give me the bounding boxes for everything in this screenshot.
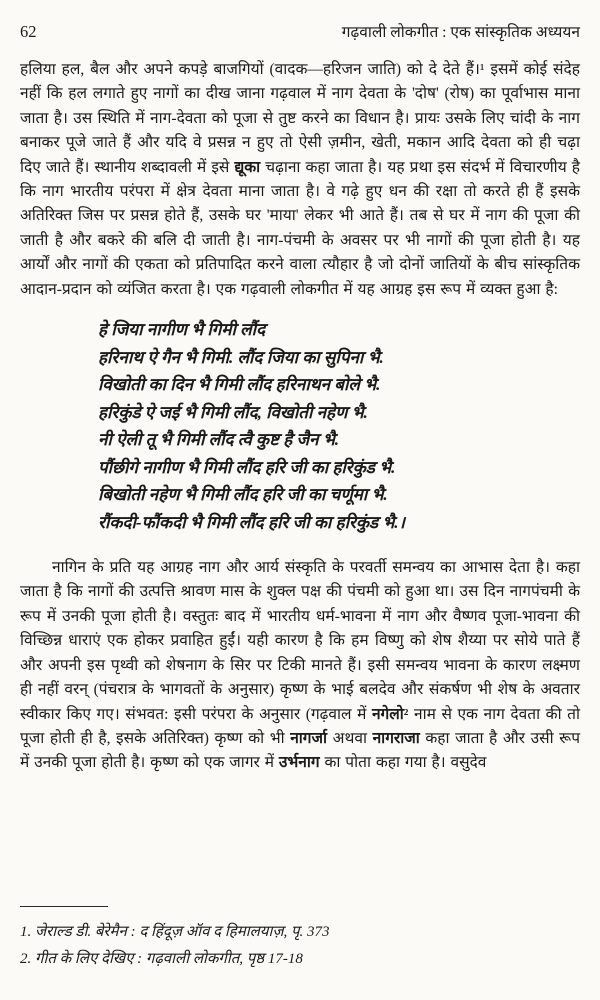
poem-line: पौंछीगे नागीण भै गिमी लौंद हरि जी का हरिकुंड भै. bbox=[98, 457, 396, 477]
text-segment: अथवा bbox=[327, 729, 373, 747]
poem-line: रौंकदी-फौंकदी भै गिमी लौंद हरि जी का हरिकुंड भै.। bbox=[98, 512, 405, 532]
footnote-area bbox=[20, 906, 580, 972]
poem-line: हरिनाथ ऐ गैन भै गिमी. लौंद जिया का सुपिना भै. bbox=[98, 347, 384, 367]
body-paragraph-2 bbox=[20, 556, 580, 776]
poem-line: विखोती का दिन भै गिमी लौंद हरिनाथन बोले भै. bbox=[98, 375, 381, 395]
poem-line: हे जिया नागीण भै गिमी लौंद bbox=[98, 320, 266, 340]
text-segment: नागिन के प्रति यह आग्रह नाग और आर्य संस्कृति के परवर्ती समन्वय का आभास देता है। कहा जाता है कि नागों की उत्पत्ति श्रावण मास के शुक्ल पक्ष की पंचमी को हुआ था। उस दिन नागपंचमी के रूप में उनकी पूजा होती है। वस्तुतः बाद में भारतीय धर्म-भावना में नाग और वैष्णव पूजा-भावना की विच्छिन्न धाराएं एक होकर प्रवाहित हुईं। यही कारण है कि हम विष्णु को शेष शैय्या पर सोये पाते हैं और अपनी इस पृथ्वी को शेषनाग के सिर पर टिकी मानते हैं। इसी समन्वय भावना के कारण लक्ष्मण ही नहीं वरन् (पंचरात्र के भागवतों के अनुसार) कृष्ण के भाई बलदेव और संकर्षण भी शेष के अवतार स्वीकार किए गए। संभवत: इसी परंपरा के अनुसार (गढ़वाल में bbox=[20, 559, 580, 723]
text-segment: नाम से एक नाग देवता की तो पूजा होती ही है, इसके अतिरिक्त) कृष्ण को भी bbox=[20, 705, 581, 747]
text-segment: चढ़ाना कहा जाता है। यह प्रथा इस संदर्भ में विचारणीय है कि नाग भारतीय परंपरा में क्षेत्र देवता माना जाता है। वे गढ़े हुए धन की रक्षा तो करते ही हैं इसके अतिरिक्त जिस पर प्रसन्न होते हैं, उसके घर 'माया' लेकर भी आते हैं। तब से घर में नाग की पूजा की जाती है और बकरे की बलि दी जाती है। नाग-पंचमी के अवसर पर भी नागों की पूजा होती है। यह आर्यों और नागों की एकता को प्रतिपादित करने वाला त्यौहार है जो दोनों जातियों के बीच सांस्कृतिक आदान-प्रदान को व्यंजित करता है। एक गढ़वाली लोकगीत में यह आग्रह इस रूप में व्यक्त हुआ है: bbox=[20, 158, 580, 298]
footnote: 1. जेराल्ड डी. बेरेमैन : द हिंदूज़ ऑव द हिमालयाज़, पृ. 373 bbox=[20, 924, 330, 940]
body-paragraph-1 bbox=[20, 58, 580, 302]
emphasized-term: नगेलो² bbox=[371, 705, 409, 723]
emphasized-term: नागराजा bbox=[372, 729, 420, 747]
text-segment: का पोता कहा गया है। वसुदेव bbox=[319, 754, 487, 772]
poem-line: नी ऐली तू भै गिमी लौंद त्वै कुष्ट है जैन भै. bbox=[98, 430, 340, 450]
page-number: 62 bbox=[20, 22, 37, 41]
text-segment: कहा जाता है और उसी रूप में उनकी पूजा होती है। कृष्ण को एक जागर में bbox=[20, 729, 580, 772]
footnote: 2. गीत के लिए देखिए : गढ़वाली लोकगीत, पृष्ठ 17-18 bbox=[20, 950, 303, 967]
emphasized-term: द्यूका bbox=[234, 158, 261, 176]
header-title: गढ़वाली लोकगीत : एक सांस्कृतिक अध्ययन bbox=[341, 24, 580, 41]
folk-song-block bbox=[98, 316, 580, 536]
poem-line: हरिकुंडे ऐ जई भै गिमी लौंद, विखोती नहेण भै. bbox=[98, 402, 368, 422]
footnote-divider bbox=[20, 906, 108, 907]
page-header bbox=[20, 20, 580, 42]
text-segment: हलिया हल, बैल और अपने कपड़े बाजगियों (वादक—हरिजन जाति) को दे देते हैं।¹ इसमें कोई संदेह नहीं कि हल लगाते हुए नागों का दीख जाना गढ़वाल में नाग देवता के 'दोष' (रोष) का पूर्वाभास माना जाता है। उस स्थिति में नाग-देवता को पूजा से तुष्ट करने का विधान है। प्रायः उसके लिए चांदी के नाग बनाकर पूजे जाते हैं और यदि वे प्रसन्न न हुए तो ऐसी ज़मीन, खेती, मकान आदि देवता को ही चढ़ा दिए जाते हैं। स्थानीय शब्दावली में इसे bbox=[20, 61, 580, 176]
poem-line: बिखोती नहेण भै गिमी लौंद हरि जी का चर्णूमा भै. bbox=[98, 485, 388, 505]
emphasized-term: नागर्जा bbox=[290, 729, 328, 747]
footnote-list bbox=[20, 919, 580, 972]
emphasized-term: उर्भनाग bbox=[278, 754, 320, 772]
